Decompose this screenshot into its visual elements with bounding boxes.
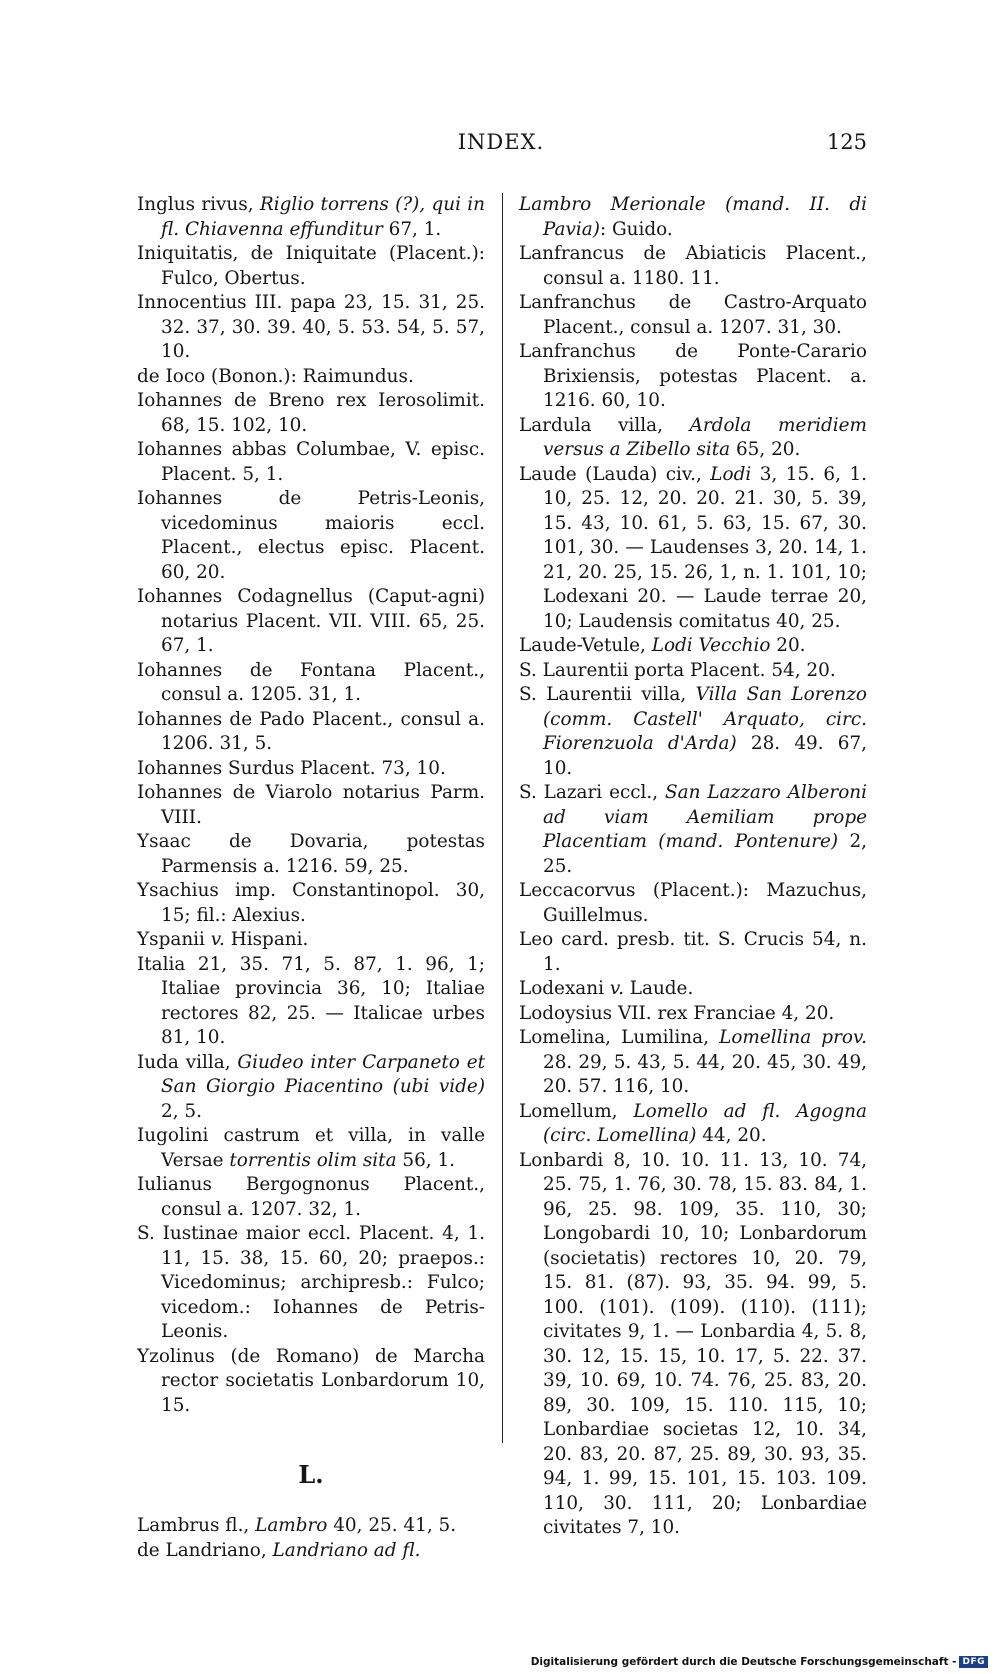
index-entry: Lomellum, Lomello ad fl. Agogna (circ. Lomellina) 44, 20. — [519, 1100, 867, 1146]
index-entry: Yspanii v. Hispani. — [137, 929, 309, 950]
index-entry: Lanfrancus de Abiaticis Placent., consul a. 1180. 11. — [519, 243, 867, 289]
index-entry: Lambrus fl., Lambro 40, 25. 41, 5. — [137, 1515, 457, 1536]
index-entry: Lomelina, Lumilina, Lomellina prov. 28. 29, 5. 43, 5. 44, 20. 45, 30. 49, 20. 57. 116, 10. — [519, 1027, 867, 1097]
index-entry: Lodexani v. Laude. — [519, 978, 694, 999]
index-entry: Ysachius imp. Constantinopol. 30, 15; fil.: Alexius. — [137, 880, 485, 926]
index-entry: de Landriano, Landriano ad fl. — [137, 1539, 421, 1561]
page-title: INDEX. — [457, 130, 545, 154]
index-entry: Leccacorvus (Placent.): Mazuchus, Guillelmus. — [519, 880, 867, 926]
index-entry: S. Lazari eccl., San Lazzaro Alberoni ad viam Aemiliam prope Placentiam (mand. Pontenure) 2, 25. — [519, 782, 868, 877]
digitization-footer — [531, 1656, 988, 1668]
index-entry: Iohannes Codagnellus (Caput-agni) notarius Placent. VII. VIII. 65, 25. 67, 1. — [137, 586, 485, 656]
index-entry: Lodoysius VII. rex Franciae 4, 20. — [519, 1002, 835, 1024]
right-column — [519, 193, 867, 1541]
index-entry: Iohannes de Petris-Leonis, vicedominus maioris eccl. Placent., electus episc. Placent. 60, 20. — [137, 488, 485, 583]
index-entry: Iulianus Bergognonus Placent., consul a. 1207. 32, 1. — [137, 1174, 485, 1220]
index-entry: Iniquitatis, de Iniquitate (Placent.): Fulco, Obertus. — [137, 243, 485, 289]
index-entry: Lanfranchus de Castro-Arquato Placent., consul a. 1207. 31, 30. — [519, 292, 867, 338]
index-entry: Inglus rivus, Riglio torrens (?), qui in fl. Chiavenna effunditur 67, 1. — [137, 194, 485, 240]
index-entry: Iohannes abbas Columbae, V. episc. Placent. 5, 1. — [137, 439, 485, 485]
index-entry: Iohannes de Breno rex Ierosolimit. 68, 15. 102, 10. — [137, 390, 485, 436]
index-entry: Italia 21, 35. 71, 5. 87, 1. 96, 1; Italiae provincia 36, 10; Italiae rectores 82, 25. — Italicae urbes 81, 10. — [137, 953, 485, 1048]
index-entry: Laude-Vetule, Lodi Vecchio 20. — [519, 635, 806, 656]
index-entry: Innocentius III. papa 23, 15. 31, 25. 32. 37, 30. 39. 40, 5. 53. 54, 5. 57, 10. — [137, 292, 485, 362]
index-entry: Leo card. presb. tit. S. Crucis 54, n. 1. — [519, 929, 867, 975]
index-entry: Iohannes Surdus Placent. 73, 10. — [137, 757, 446, 779]
index-entry: S. Laurentii porta Placent. 54, 20. — [519, 659, 836, 681]
entries-right — [519, 193, 867, 1541]
index-entry: de Ioco (Bonon.): Raimundus. — [137, 365, 414, 387]
index-entry: Iugolini castrum et villa, in valle Versae torrentis olim sita 56, 1. — [137, 1125, 485, 1171]
index-entry: Lardula villa, Ardola meridiem versus a Zibello sita 65, 20. — [519, 414, 867, 460]
dfg-logo: DFG — [959, 1656, 988, 1668]
index-entry: Lonbardi 8, 10. 10. 11. 13, 10. 74, 25. 75, 1. 76, 30. 78, 15. 83. 84, 1. 96, 25. 98. 109, 35. 110, 30; Longobardi 10, 10; Lonbardorum (societatis) rectores 10, 20. 79, 15. 81. (87). 93, 35. 94. 99, 5. 100. (101). (109). (110). (111); civitates 9, 1. — Lonbardia 4, 5. 8, 30. 12, 15. 15, 10. 17, 5. 22. 37. 39, 10. 69, 10. 74. 76, 25. 83, 20. 89, 30. 109, 15. 110. 115, 10; Lonbardiae societas 12, 10. 34, 20. 83, 20. 87, 25. 89, 30. 93, 35. 94, 1. 99, 15. 101, 15. 103. 109. 110, 30. 111, 20; Lonbardiae civitates 7, 10. — [519, 1149, 867, 1538]
section-letter-l: L. — [298, 1460, 324, 1489]
page-header — [135, 130, 867, 160]
index-entry: Iuda villa, Giudeo inter Carpaneto et San Giorgio Piacentino (ubi vide) 2, 5. — [137, 1051, 485, 1122]
column-divider — [502, 193, 503, 1443]
index-entry: S. Iustinae maior eccl. Placent. 4, 1. 11, 15. 38, 15. 60, 20; praepos.: Vicedominus; archipresb.: Fulco; vicedom.: Iohannes de Petris-Leonis. — [137, 1223, 485, 1342]
index-entry: Ysaac de Dovaria, potestas Parmensis a. 1216. 59, 25. — [137, 831, 485, 877]
index-entry: Lanfranchus de Ponte-Carario Brixiensis, potestas Placent. a. 1216. 60, 10. — [519, 341, 867, 411]
index-entry: Iohannes de Fontana Placent., consul a. 1205. 31, 1. — [137, 659, 485, 705]
index-entry: Lambro Merionale (mand. II. di Pavia): Guido. — [519, 194, 867, 240]
index-entry: Yzolinus (de Romano) de Marcha rector societatis Lonbardorum 10, 15. — [137, 1345, 485, 1416]
entries-i — [137, 193, 485, 1418]
page-number: 125 — [826, 130, 867, 154]
index-entry: Laude (Lauda) civ., Lodi 3, 15. 6, 1. 10, 25. 12, 20. 20. 21. 30, 5. 39, 15. 43, 10. 61, 5. 63, 15. 67, 30. 101, 30. — Laudenses 3, 20. 14, 1. 21, 20. 25, 15. 26, 1, n. 1. 101, 10; Lodexani 20. — Laude terrae 20, 10; Laudensis comitatus 40, 25. — [519, 463, 867, 632]
entries-l — [137, 1514, 485, 1563]
index-entry: Iohannes de Pado Placent., consul a. 1206. 31, 5. — [137, 708, 485, 754]
footer-text: Digitalisierung gefördert durch die Deutsche Forschungsgemeinschaft - — [530, 1656, 957, 1668]
left-column — [137, 193, 485, 1563]
index-entry: Iohannes de Viarolo notarius Parm. VIII. — [137, 782, 485, 828]
index-entry: S. Laurentii villa, Villa San Lorenzo (comm. Castell' Arquato, circ. Fiorenzuola d'Arda) 28. 49. 67, 10. — [519, 684, 867, 779]
